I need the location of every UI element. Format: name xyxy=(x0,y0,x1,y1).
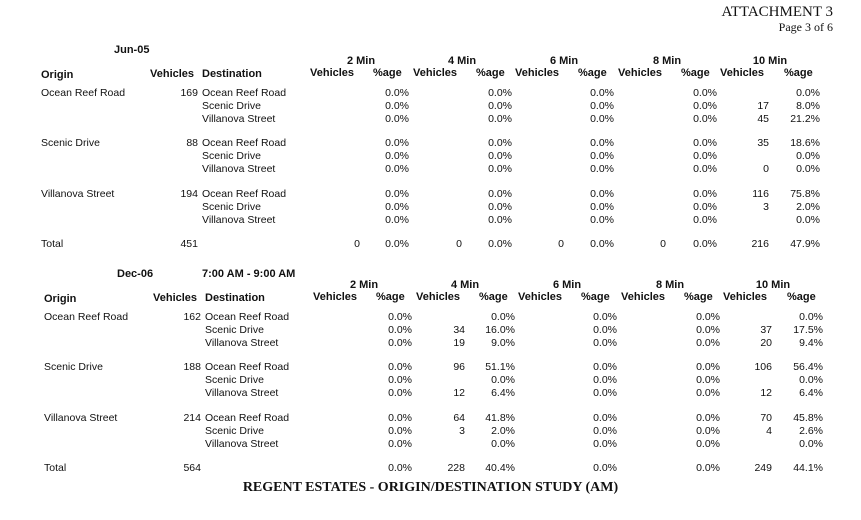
pct-cell: 0.0% xyxy=(593,425,617,437)
pct-cell: 0.0% xyxy=(799,311,823,323)
row-destination: Villanova Street xyxy=(205,337,279,349)
pct-cell: 0.0% xyxy=(590,201,614,213)
pct-cell: 0.0% xyxy=(593,337,617,349)
pct-cell: 0.0% xyxy=(488,188,512,200)
attachment-label: ATTACHMENT 3 xyxy=(721,4,833,20)
pct-cell: 0.0% xyxy=(696,412,720,424)
section-date: Dec-06 xyxy=(117,268,154,280)
pct-cell: 16.0% xyxy=(485,324,515,336)
pct-cell: 2.6% xyxy=(799,425,823,437)
vehicles-cell: 96 xyxy=(453,361,465,373)
pct-cell: 0.0% xyxy=(696,374,720,386)
pct-cell: 0.0% xyxy=(693,137,717,149)
row-destination: Ocean Reef Road xyxy=(205,412,290,424)
pct-cell: 0.0% xyxy=(385,150,409,162)
time-group-header: 8 Min xyxy=(652,55,682,67)
pct-cell: 0.0% xyxy=(696,438,720,450)
pct-cell: 17.5% xyxy=(793,324,823,336)
pct-cell: 0.0% xyxy=(590,150,614,162)
pct-cell: 8.0% xyxy=(796,100,820,112)
pct-subheader: %age xyxy=(681,67,710,79)
pct-cell: 2.0% xyxy=(796,201,820,213)
row-origin: Ocean Reef Road xyxy=(44,311,129,323)
pct-cell: 0.0% xyxy=(388,387,412,399)
pct-cell: 0.0% xyxy=(488,100,512,112)
vehicles-cell: 17 xyxy=(757,100,769,112)
pct-cell: 0.0% xyxy=(590,238,614,250)
row-origin: Scenic Drive xyxy=(41,137,100,149)
row-destination: Scenic Drive xyxy=(202,150,261,162)
pct-cell: 0.0% xyxy=(590,100,614,112)
pct-cell: 0.0% xyxy=(696,311,720,323)
vehicles-cell: 12 xyxy=(453,387,465,399)
row-destination: Ocean Reef Road xyxy=(202,87,287,99)
vehicles-cell: 34 xyxy=(453,324,465,336)
row-origin-vehicles: 214 xyxy=(183,412,201,424)
pct-cell: 0.0% xyxy=(388,438,412,450)
pct-cell: 0.0% xyxy=(593,311,617,323)
pct-cell: 0.0% xyxy=(388,425,412,437)
pct-cell: 51.1% xyxy=(485,361,515,373)
vehicles-cell: 3 xyxy=(459,425,465,437)
pct-cell: 0.0% xyxy=(488,214,512,226)
pct-cell: 0.0% xyxy=(693,150,717,162)
vehicles-subheader: Vehicles xyxy=(720,67,765,79)
vehicles-cell: 35 xyxy=(757,137,769,149)
vehicles-subheader: Vehicles xyxy=(416,291,461,303)
pct-cell: 0.0% xyxy=(590,113,614,125)
vehicles-cell: 19 xyxy=(453,337,465,349)
row-destination: Scenic Drive xyxy=(205,324,264,336)
row-origin-vehicles: 188 xyxy=(183,361,201,373)
pct-cell: 0.0% xyxy=(388,374,412,386)
vehicles-cell: 64 xyxy=(453,412,465,424)
row-destination: Scenic Drive xyxy=(205,425,264,437)
row-destination: Ocean Reef Road xyxy=(205,361,290,373)
pct-cell: 0.0% xyxy=(388,324,412,336)
pct-cell: 0.0% xyxy=(696,425,720,437)
pct-cell: 0.0% xyxy=(388,337,412,349)
time-group-header: 4 Min xyxy=(447,55,477,67)
pct-cell: 0.0% xyxy=(385,214,409,226)
row-destination: Scenic Drive xyxy=(202,100,261,112)
pct-cell: 9.0% xyxy=(491,337,515,349)
pct-cell: 0.0% xyxy=(693,163,717,175)
pct-cell: 0.0% xyxy=(488,163,512,175)
pct-cell: 0.0% xyxy=(796,163,820,175)
row-origin-vehicles: 451 xyxy=(180,238,198,250)
pct-cell: 0.0% xyxy=(491,311,515,323)
vehicles-subheader: Vehicles xyxy=(618,67,663,79)
vehicles-column-header: Vehicles xyxy=(153,292,198,304)
pct-subheader: %age xyxy=(784,67,813,79)
pct-cell: 0.0% xyxy=(590,137,614,149)
section-time-range: 7:00 AM - 9:00 AM xyxy=(202,268,296,280)
pct-subheader: %age xyxy=(578,67,607,79)
row-origin-vehicles: 564 xyxy=(183,462,201,474)
pct-cell: 0.0% xyxy=(388,361,412,373)
pct-cell: 0.0% xyxy=(593,412,617,424)
time-group-header: 10 Min xyxy=(752,55,788,67)
vehicles-cell: 0 xyxy=(354,238,360,250)
pct-cell: 0.0% xyxy=(590,188,614,200)
document-title: REGENT ESTATES - ORIGIN/DESTINATION STUDY (AM) xyxy=(242,480,619,495)
pct-cell: 0.0% xyxy=(491,438,515,450)
pct-cell: 41.8% xyxy=(485,412,515,424)
pct-cell: 0.0% xyxy=(593,324,617,336)
vehicles-cell: 45 xyxy=(757,113,769,125)
pct-cell: 0.0% xyxy=(488,87,512,99)
row-origin: Total xyxy=(41,238,64,250)
vehicles-cell: 116 xyxy=(752,188,769,200)
pct-cell: 0.0% xyxy=(593,361,617,373)
vehicles-cell: 249 xyxy=(754,462,772,474)
pct-subheader: %age xyxy=(376,291,405,303)
pct-cell: 0.0% xyxy=(488,238,512,250)
pct-cell: 0.0% xyxy=(696,324,720,336)
vehicles-cell: 70 xyxy=(760,412,772,424)
row-destination: Villanova Street xyxy=(205,387,279,399)
pct-cell: 0.0% xyxy=(693,87,717,99)
row-origin-vehicles: 88 xyxy=(186,137,198,149)
vehicles-cell: 0 xyxy=(456,238,462,250)
vehicles-subheader: Vehicles xyxy=(515,67,560,79)
row-destination: Scenic Drive xyxy=(205,374,264,386)
row-destination: Villanova Street xyxy=(202,163,276,175)
pct-subheader: %age xyxy=(373,67,402,79)
vehicles-column-header: Vehicles xyxy=(150,68,195,80)
pct-cell: 0.0% xyxy=(488,201,512,213)
origin-column-header: Origin xyxy=(41,69,74,81)
time-group-header: 10 Min xyxy=(755,279,791,291)
pct-cell: 6.4% xyxy=(799,387,823,399)
vehicles-subheader: Vehicles xyxy=(310,67,355,79)
row-destination: Villanova Street xyxy=(202,214,276,226)
vehicles-cell: 3 xyxy=(763,201,769,213)
vehicles-cell: 228 xyxy=(447,462,465,474)
vehicles-cell: 0 xyxy=(763,163,769,175)
row-destination: Villanova Street xyxy=(202,113,276,125)
pct-cell: 0.0% xyxy=(385,163,409,175)
pct-cell: 0.0% xyxy=(796,214,820,226)
row-origin: Scenic Drive xyxy=(44,361,103,373)
vehicles-subheader: Vehicles xyxy=(518,291,563,303)
row-origin-vehicles: 169 xyxy=(180,87,198,99)
pct-subheader: %age xyxy=(479,291,508,303)
pct-cell: 18.6% xyxy=(790,137,820,149)
vehicles-subheader: Vehicles xyxy=(621,291,666,303)
vehicles-subheader: Vehicles xyxy=(723,291,768,303)
pct-cell: 0.0% xyxy=(385,100,409,112)
pct-cell: 47.9% xyxy=(790,238,820,250)
pct-subheader: %age xyxy=(684,291,713,303)
pct-cell: 0.0% xyxy=(488,150,512,162)
page-number: Page 3 of 6 xyxy=(778,20,833,34)
vehicles-cell: 106 xyxy=(754,361,772,373)
row-destination: Villanova Street xyxy=(205,438,279,450)
pct-cell: 0.0% xyxy=(388,462,412,474)
time-group-header: 6 Min xyxy=(549,55,579,67)
pct-cell: 0.0% xyxy=(385,113,409,125)
row-origin: Villanova Street xyxy=(41,188,115,200)
row-origin: Villanova Street xyxy=(44,412,118,424)
origin-column-header: Origin xyxy=(44,293,77,305)
vehicles-cell: 20 xyxy=(760,337,772,349)
vehicles-subheader: Vehicles xyxy=(313,291,358,303)
row-origin-vehicles: 194 xyxy=(180,188,198,200)
pct-cell: 0.0% xyxy=(796,150,820,162)
pct-cell: 0.0% xyxy=(696,387,720,399)
pct-cell: 0.0% xyxy=(693,201,717,213)
pct-cell: 0.0% xyxy=(696,361,720,373)
vehicles-cell: 0 xyxy=(558,238,564,250)
row-origin: Ocean Reef Road xyxy=(41,87,126,99)
pct-cell: 0.0% xyxy=(385,188,409,200)
time-group-header: 8 Min xyxy=(655,279,685,291)
pct-cell: 0.0% xyxy=(799,438,823,450)
pct-cell: 0.0% xyxy=(491,374,515,386)
pct-cell: 21.2% xyxy=(790,113,820,125)
pct-cell: 0.0% xyxy=(693,100,717,112)
pct-cell: 40.4% xyxy=(485,462,515,474)
pct-cell: 0.0% xyxy=(488,137,512,149)
pct-cell: 0.0% xyxy=(385,201,409,213)
pct-cell: 0.0% xyxy=(385,238,409,250)
vehicles-cell: 12 xyxy=(760,387,772,399)
row-origin-vehicles: 162 xyxy=(183,311,201,323)
row-destination: Ocean Reef Road xyxy=(205,311,290,323)
vehicles-cell: 4 xyxy=(766,425,772,437)
vehicles-cell: 216 xyxy=(751,238,769,250)
pct-cell: 75.8% xyxy=(790,188,820,200)
pct-cell: 0.0% xyxy=(590,87,614,99)
pct-subheader: %age xyxy=(581,291,610,303)
time-group-header: 4 Min xyxy=(450,279,480,291)
pct-cell: 0.0% xyxy=(593,462,617,474)
time-group-header: 2 Min xyxy=(346,55,376,67)
destination-column-header: Destination xyxy=(205,292,265,304)
pct-cell: 6.4% xyxy=(491,387,515,399)
pct-cell: 0.0% xyxy=(590,214,614,226)
pct-cell: 0.0% xyxy=(796,87,820,99)
pct-cell: 0.0% xyxy=(385,137,409,149)
pct-cell: 56.4% xyxy=(793,361,823,373)
vehicles-cell: 37 xyxy=(760,324,772,336)
pct-cell: 0.0% xyxy=(385,87,409,99)
pct-cell: 45.8% xyxy=(793,412,823,424)
vehicles-cell: 0 xyxy=(660,238,666,250)
pct-cell: 0.0% xyxy=(693,214,717,226)
row-destination: Ocean Reef Road xyxy=(202,137,287,149)
pct-cell: 0.0% xyxy=(696,337,720,349)
pct-cell: 0.0% xyxy=(590,163,614,175)
pct-cell: 44.1% xyxy=(793,462,823,474)
pct-cell: 9.4% xyxy=(799,337,823,349)
pct-cell: 0.0% xyxy=(388,412,412,424)
pct-subheader: %age xyxy=(787,291,816,303)
time-group-header: 6 Min xyxy=(552,279,582,291)
pct-cell: 0.0% xyxy=(799,374,823,386)
pct-cell: 0.0% xyxy=(593,387,617,399)
row-destination: Scenic Drive xyxy=(202,201,261,213)
pct-cell: 0.0% xyxy=(693,238,717,250)
row-origin: Total xyxy=(44,462,67,474)
pct-cell: 0.0% xyxy=(388,311,412,323)
pct-cell: 0.0% xyxy=(593,374,617,386)
pct-cell: 0.0% xyxy=(693,113,717,125)
pct-cell: 0.0% xyxy=(593,438,617,450)
pct-cell: 2.0% xyxy=(491,425,515,437)
pct-cell: 0.0% xyxy=(488,113,512,125)
section-date: Jun-05 xyxy=(114,44,150,56)
pct-cell: 0.0% xyxy=(693,188,717,200)
destination-column-header: Destination xyxy=(202,68,262,80)
vehicles-subheader: Vehicles xyxy=(413,67,458,79)
pct-cell: 0.0% xyxy=(696,462,720,474)
time-group-header: 2 Min xyxy=(349,279,379,291)
row-destination: Ocean Reef Road xyxy=(202,188,287,200)
pct-subheader: %age xyxy=(476,67,505,79)
